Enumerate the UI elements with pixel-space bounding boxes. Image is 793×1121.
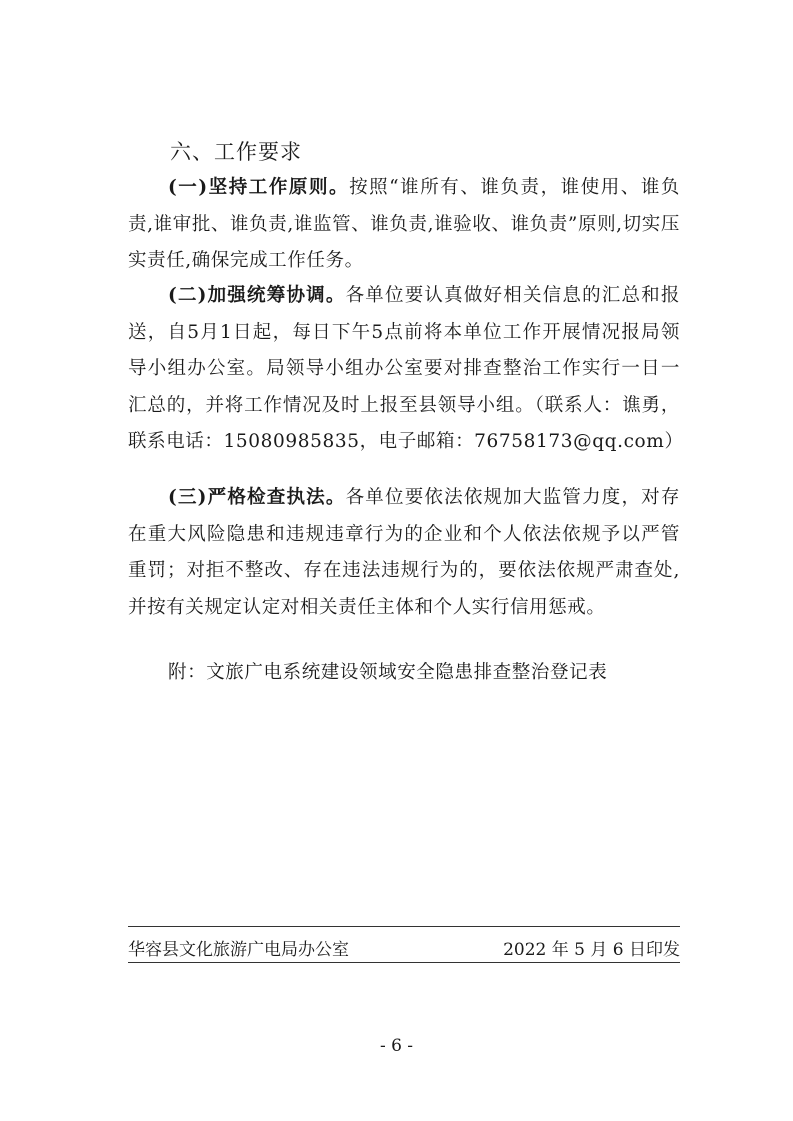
attachment-note	[128, 655, 680, 692]
section-heading: 六、工作要求	[170, 140, 302, 164]
requirement-lead-3: (三)严格检查执法。	[168, 487, 346, 508]
page-number: - 6 -	[379, 1036, 414, 1056]
requirement-lead-1: (一)坚持工作原则。	[168, 177, 350, 198]
requirement-body-2: 各单位要认真做好相关信息的汇总和报送，自5月1日起，每日下午5点前将本单位工作开展情况报局领导小组办公室。局领导小组办公室要对排查整治工作实行一日一汇总的，并将工作情况及时上报至县领导小组。（联系人：谯勇，联系电话：15080985835，电子邮箱：76758173@qq.com）	[128, 285, 684, 452]
requirement-paragraph-2	[128, 278, 684, 461]
requirement-paragraph-3	[128, 480, 680, 626]
footer-top-rule	[128, 926, 680, 927]
issue-date: 2022 年 5 月 6 日印发	[503, 940, 680, 960]
requirement-paragraph-1	[128, 170, 680, 280]
footer-bottom-rule	[128, 962, 680, 963]
requirement-body-3: 各单位要依法依规加大监管力度，对存在重大风险隐患和违规违章行为的企业和个人依法依规予以严管重罚；对拒不整改、存在违法违规行为的，要依法依规严肃查处,并按有关规定认定对相关责任主体和个人实行信用惩戒。	[128, 487, 680, 618]
issuing-office: 华容县文化旅游广电局办公室	[128, 940, 349, 960]
requirement-body-1: 按照“谁所有、谁负责，谁使用、谁负责,谁审批、谁负责,谁监管、谁负责,谁验收、谁负责”原则,切实压实责任,确保完成工作任务。	[128, 177, 680, 271]
requirement-lead-2: (二)加强统筹协调。	[168, 285, 346, 306]
attachment-text: 附：文旅广电系统建设领域安全隐患排查整治登记表	[168, 662, 608, 683]
